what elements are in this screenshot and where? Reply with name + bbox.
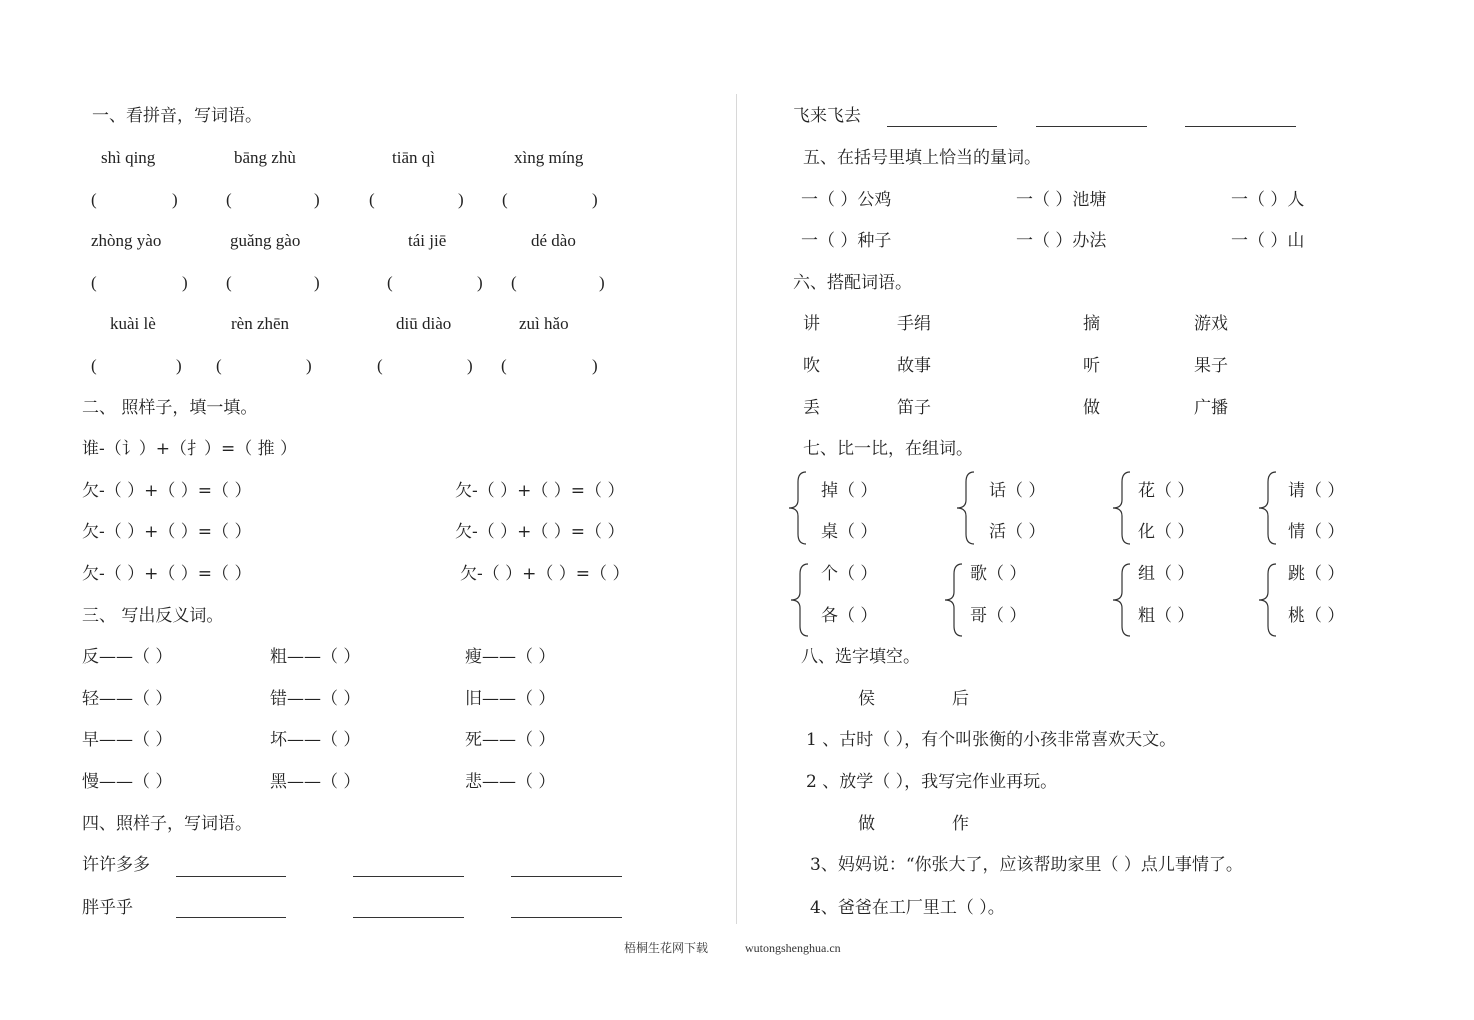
question-4: 4、爸爸在工厂里工（ ）。 <box>810 898 1005 918</box>
section-6-title: 六、搭配词语。 <box>793 273 912 293</box>
footer-site-name: 梧桐生花网下载 <box>624 941 709 955</box>
compare-char: 各（ ） <box>821 606 878 626</box>
choice-char: 侯 <box>858 689 875 709</box>
pinyin: diū diào <box>396 314 452 333</box>
measure-item: 一（ ）办法 <box>1016 231 1107 251</box>
antonym-item: 粗——（ ） <box>270 647 361 667</box>
measure-item: 一（ ）人 <box>1231 190 1305 210</box>
compare-char: 哥（ ） <box>970 606 1027 626</box>
antonym-item: 反——（ ） <box>82 647 173 667</box>
question-2: 2 、放学（ ），我写完作业再玩。 <box>806 772 1058 792</box>
write-blank[interactable] <box>176 916 286 918</box>
fill-line: 欠-（ ）+（ ）=（ ） <box>82 564 252 584</box>
antonym-item: 坏——（ ） <box>270 730 361 750</box>
match-word: 手绢 <box>897 314 931 334</box>
compare-char: 粗（ ） <box>1138 606 1195 626</box>
pinyin: shì qing <box>101 148 156 167</box>
compare-char: 话（ ） <box>989 481 1046 501</box>
compare-char: 跳（ ） <box>1288 564 1345 584</box>
match-word: 游戏 <box>1194 314 1228 334</box>
choice-char: 做 <box>858 814 875 834</box>
compare-char: 掉（ ） <box>821 481 878 501</box>
section-5-title: 五、在括号里填上恰当的量词。 <box>803 148 1041 168</box>
write-blank[interactable] <box>1036 125 1147 127</box>
match-word: 广播 <box>1194 398 1228 418</box>
footer-url[interactable]: wutongshenghua.cn <box>745 941 841 955</box>
compare-char: 桃（ ） <box>1288 606 1345 626</box>
pinyin: zuì hǎo <box>519 314 569 333</box>
compare-char: 桌（ ） <box>821 522 878 542</box>
example-line: 谁-（讠）+（扌）=（ 推 ） <box>82 439 298 459</box>
pinyin: zhòng yào <box>91 231 162 250</box>
antonym-item: 悲——（ ） <box>465 772 556 792</box>
column-divider <box>736 94 737 924</box>
write-blank[interactable] <box>511 875 622 877</box>
match-word: 做 <box>1083 398 1100 418</box>
compare-char: 个（ ） <box>821 564 878 584</box>
example-word: 许许多多 <box>82 855 150 875</box>
example-word: 飞来飞去 <box>793 106 861 126</box>
compare-char: 化（ ） <box>1138 522 1195 542</box>
antonym-item: 瘦——（ ） <box>465 647 556 667</box>
fill-line: 欠-（ ）+（ ）=（ ） <box>460 564 630 584</box>
match-word: 听 <box>1083 356 1100 376</box>
match-word: 果子 <box>1194 356 1228 376</box>
write-blank[interactable] <box>511 916 622 918</box>
brace-icon <box>788 562 810 638</box>
fill-line: 欠-（ ）+（ ）=（ ） <box>82 481 252 501</box>
write-blank[interactable] <box>353 875 464 877</box>
measure-item: 一（ ）池塘 <box>1016 190 1107 210</box>
measure-item: 一（ ）种子 <box>801 231 892 251</box>
pinyin: tái jiē <box>408 231 447 250</box>
brace-icon <box>1110 562 1132 638</box>
match-word: 故事 <box>897 356 931 376</box>
compare-char: 歌（ ） <box>970 564 1027 584</box>
measure-item: 一（ ）公鸡 <box>801 190 892 210</box>
brace-icon <box>942 562 964 638</box>
match-word: 摘 <box>1083 314 1100 334</box>
pinyin: guǎng gào <box>230 231 301 250</box>
pinyin: xìng míng <box>514 148 584 167</box>
brace-icon <box>786 470 808 546</box>
question-1: 1 、古时（ ），有个叫张衡的小孩非常喜欢天文。 <box>806 730 1177 750</box>
antonym-item: 死——（ ） <box>465 730 556 750</box>
section-3-title: 三、 写出反义词。 <box>82 606 224 626</box>
antonym-item: 黑——（ ） <box>270 772 361 792</box>
write-blank[interactable] <box>353 916 464 918</box>
brace-icon <box>1256 562 1278 638</box>
compare-char: 请（ ） <box>1288 481 1345 501</box>
section-2-title: 二、 照样子，填一填。 <box>82 398 258 418</box>
write-blank[interactable] <box>887 125 997 127</box>
pinyin: rèn zhēn <box>231 314 290 333</box>
section-8-title: 八、选字填空。 <box>801 647 920 667</box>
section-4-title: 四、照样子，写词语。 <box>82 814 252 834</box>
brace-icon <box>954 470 976 546</box>
write-blank[interactable] <box>176 875 286 877</box>
antonym-item: 旧——（ ） <box>465 689 556 709</box>
choice-char: 作 <box>952 814 969 834</box>
antonym-item: 错——（ ） <box>270 689 361 709</box>
brace-icon <box>1256 470 1278 546</box>
match-word: 吹 <box>803 356 820 376</box>
section-1-title: 一、看拼音，写词语。 <box>92 106 262 126</box>
choice-char: 后 <box>952 689 969 709</box>
brace-icon <box>1110 470 1132 546</box>
question-3: 3、妈妈说：“你张大了，应该帮助家里（ ）点儿事情了。 <box>810 855 1243 875</box>
compare-char: 组（ ） <box>1138 564 1195 584</box>
measure-item: 一（ ）山 <box>1231 231 1305 251</box>
example-word: 胖乎乎 <box>82 898 133 918</box>
antonym-item: 早——（ ） <box>82 730 173 750</box>
compare-char: 活（ ） <box>989 522 1046 542</box>
section-7-title: 七、比一比，在组词。 <box>803 439 973 459</box>
fill-line: 欠-（ ）+（ ）=（ ） <box>455 481 625 501</box>
pinyin: kuài lè <box>110 314 156 333</box>
match-word: 丢 <box>803 398 820 418</box>
antonym-item: 慢——（ ） <box>82 772 173 792</box>
fill-line: 欠-（ ）+（ ）=（ ） <box>455 522 625 542</box>
compare-char: 情（ ） <box>1288 522 1345 542</box>
antonym-item: 轻——（ ） <box>82 689 173 709</box>
match-word: 笛子 <box>897 398 931 418</box>
write-blank[interactable] <box>1185 125 1296 127</box>
pinyin: tiān qì <box>392 148 435 167</box>
pinyin: bāng zhù <box>234 148 296 167</box>
compare-char: 花（ ） <box>1138 481 1195 501</box>
match-word: 讲 <box>803 314 820 334</box>
fill-line: 欠-（ ）+（ ）=（ ） <box>82 522 252 542</box>
pinyin: dé dào <box>531 231 576 250</box>
